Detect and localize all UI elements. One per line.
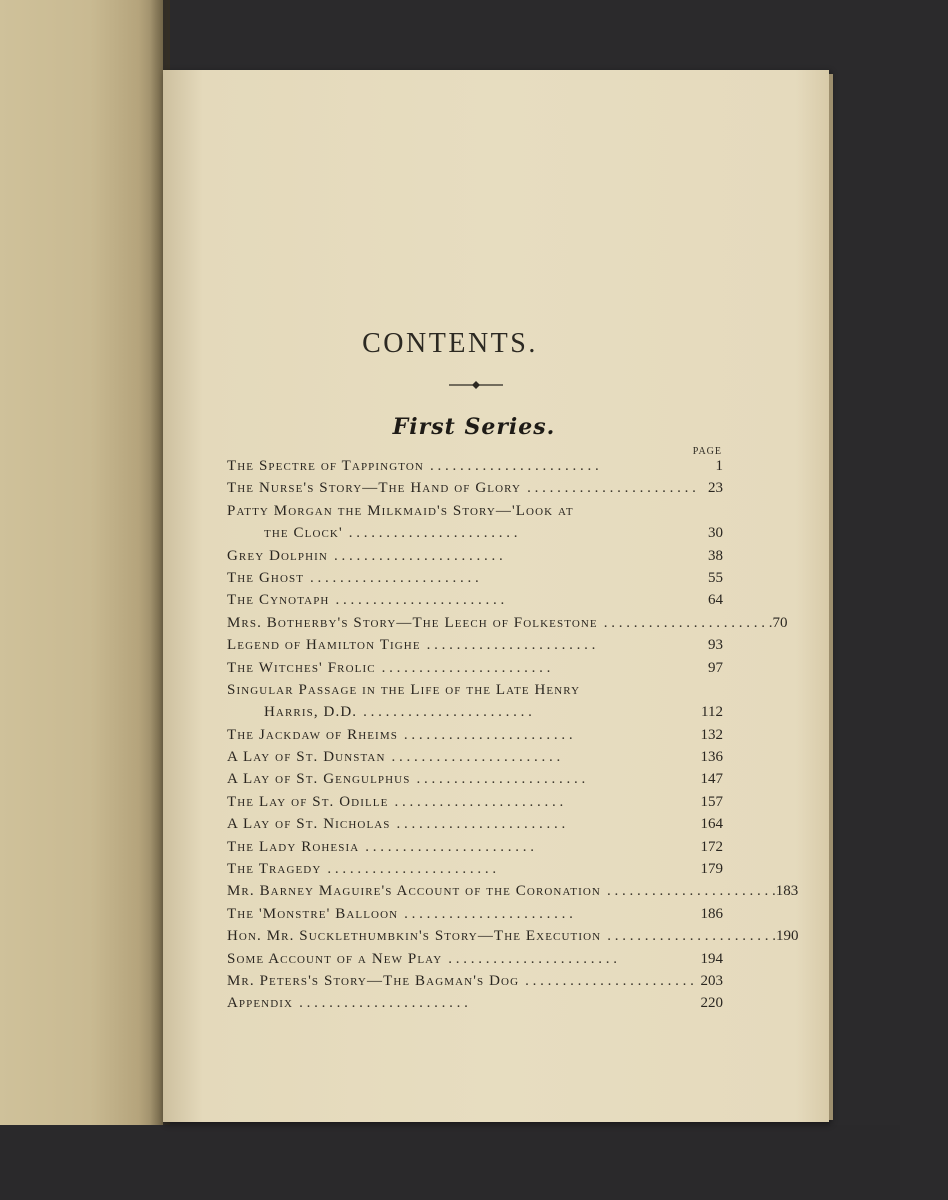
dot-leader: . . . . . . . . . . . . . . . . . . . . . . . xyxy=(394,793,564,810)
entry-page-number: 132 xyxy=(700,726,723,743)
entry-title: The Ghost xyxy=(227,569,305,586)
toc-entry xyxy=(227,970,723,992)
entry-title: Patty Morgan the Milkmaid's Story—'Look at xyxy=(227,502,574,519)
toc-entry-continuation xyxy=(227,701,723,723)
entry-page-number: 97 xyxy=(708,659,723,676)
entry-title: The Lady Rohesia xyxy=(227,838,360,855)
dot-leader: . . . . . . . . . . . . . . . . . . . . . . . xyxy=(381,659,551,676)
toc-entry xyxy=(227,634,723,656)
toc-entry-continuation xyxy=(227,522,723,544)
toc-entry xyxy=(227,880,799,902)
toc-entry xyxy=(227,589,723,611)
dot-leader: . . . . . . . . . . . . . . . . . . . . . . . xyxy=(363,704,532,721)
entry-page-number: 186 xyxy=(700,905,723,922)
entry-title: The 'Monstre' Balloon xyxy=(227,905,399,922)
entry-title: The Witches' Frolic xyxy=(227,659,376,676)
dot-leader: . . . . . . . . . . . . . . . . . . . . . . . xyxy=(426,637,596,654)
toc-entry xyxy=(227,992,723,1014)
entry-page-number: 38 xyxy=(708,547,723,564)
entry-page-number: 164 xyxy=(700,816,723,833)
entry-title: Some Account of a New Play xyxy=(227,950,443,967)
entry-title: Appendix xyxy=(227,995,294,1012)
dot-leader: . . . . . . . . . . . . . . . . . . . . . . . xyxy=(527,480,696,497)
entry-page-number: 136 xyxy=(700,749,723,766)
dot-leader: . . . . . . . . . . . . . . . . . . . . . . . xyxy=(429,458,599,474)
entry-title-continuation: Harris, D.D. xyxy=(264,704,358,721)
dot-leader: . . . . . . . . . . . . . . . . . . . . . . . xyxy=(416,771,586,788)
toc-entry xyxy=(227,768,723,790)
dot-leader: . . . . . . . . . . . . . . . . . . . . . . . xyxy=(404,905,573,922)
page-column-label: PAGE xyxy=(692,446,722,457)
entry-page-number: 179 xyxy=(700,861,723,878)
contents-heading: CONTENTS. xyxy=(362,328,538,359)
dot-leader: . . . . . . . . . . . . . . . . . . . . . . . xyxy=(333,547,503,564)
toc-entry xyxy=(227,500,723,522)
toc-entry xyxy=(227,836,723,858)
toc-entry xyxy=(227,657,723,679)
entry-title: The Nurse's Story—The Hand of Glory xyxy=(227,480,522,497)
dot-leader: . . . . . . . . . . . . . . . . . . . . . . . xyxy=(310,569,479,586)
toc-entry xyxy=(227,545,723,567)
toc-entry xyxy=(227,858,723,880)
entry-page-number: 1 xyxy=(715,458,723,474)
toc-entry xyxy=(227,679,723,701)
entry-title: Grey Dolphin xyxy=(227,547,328,564)
dot-leader: . . . . . . . . . . . . . . . . . . . . . . . xyxy=(335,592,505,609)
entry-page-number: 70 xyxy=(772,614,788,631)
toc-entry xyxy=(227,746,723,768)
entry-page-number: 23 xyxy=(708,480,723,497)
entry-title: The Spectre of Tappington xyxy=(227,458,424,474)
entry-title: A Lay of St. Nicholas xyxy=(227,816,391,833)
toc-entry xyxy=(227,791,723,813)
entry-page-number: 93 xyxy=(708,637,723,654)
dot-leader: . . . . . . . . . . . . . . . . . . . . . . . xyxy=(365,838,535,855)
toc-entry xyxy=(227,477,723,499)
toc-entry xyxy=(227,903,723,925)
entry-page-number: 194 xyxy=(700,950,723,967)
dot-leader: . . . . . . . . . . . . . . . . . . . . . . . xyxy=(607,928,776,945)
dot-leader: . . . . . . . . . . . . . . . . . . . . . . . xyxy=(391,749,561,766)
toc-entry xyxy=(227,813,723,835)
dot-leader: . . . . . . . . . . . . . . . . . . . . . . . xyxy=(327,861,497,878)
toc-entry xyxy=(227,455,723,477)
entry-title: A Lay of St. Dunstan xyxy=(227,749,386,766)
toc-entry xyxy=(227,724,723,746)
dot-leader: . . . . . . . . . . . . . . . . . . . . . . . xyxy=(299,995,468,1012)
entry-title: Mr. Barney Maguire's Account of the Coronation xyxy=(227,883,601,900)
toc-entry xyxy=(227,925,799,947)
toc-entry xyxy=(227,612,788,634)
entry-page-number: 64 xyxy=(708,592,723,609)
table-of-contents xyxy=(227,455,799,1015)
entry-page-number: 157 xyxy=(700,793,723,810)
entry-page-number: 183 xyxy=(775,883,799,900)
dot-leader: . . . . . . . . . . . . . . . . . . . . . . . xyxy=(348,525,518,542)
dot-leader: . . . . . . . . . . . . . . . . . . . . . . . xyxy=(403,726,573,743)
page-edge xyxy=(829,74,833,1120)
entry-page-number: 190 xyxy=(775,928,799,945)
dot-leader: . . . . . . . . . . . . . . . . . . . . . . . xyxy=(448,950,617,967)
dot-leader: . . . . . . . . . . . . . . . . . . . . . . . xyxy=(525,972,694,989)
entry-title: The Cynotaph xyxy=(227,592,330,609)
toc-entry xyxy=(227,567,723,589)
dot-leader: . . . . . . . . . . . . . . . . . . . . . . . xyxy=(606,883,776,900)
entry-page-number: 147 xyxy=(700,771,723,788)
background-surface xyxy=(0,1125,900,1200)
entry-title: Mrs. Botherby's Story—The Leech of Folkestone xyxy=(227,614,598,631)
entry-title-continuation: the Clock' xyxy=(264,525,343,542)
entry-title: The Tragedy xyxy=(227,861,322,878)
dot-leader: . . . . . . . . . . . . . . . . . . . . . . . xyxy=(603,614,773,631)
ornament-rule-icon xyxy=(449,378,503,392)
entry-title: A Lay of St. Gengulphus xyxy=(227,771,411,788)
entry-page-number: 112 xyxy=(701,704,723,721)
dot-leader: . . . . . . . . . . . . . . . . . . . . . . . xyxy=(396,816,566,833)
entry-page-number: 55 xyxy=(708,569,723,586)
entry-title: Legend of Hamilton Tighe xyxy=(227,637,421,654)
entry-page-number: 220 xyxy=(700,995,723,1012)
entry-page-number: 30 xyxy=(708,525,723,542)
toc-entry xyxy=(227,948,723,970)
entry-page-number: 203 xyxy=(700,972,723,989)
entry-page-number: 172 xyxy=(700,838,723,855)
entry-title: Singular Passage in the Life of the Late Henry xyxy=(227,681,581,698)
entry-title: The Jackdaw of Rheims xyxy=(227,726,398,743)
facing-left-page xyxy=(0,0,163,1200)
entry-title: Hon. Mr. Sucklethumbkin's Story—The Execution xyxy=(227,928,602,945)
series-heading: First Series. xyxy=(392,414,556,440)
entry-title: The Lay of St. Odille xyxy=(227,793,389,810)
entry-title: Mr. Peters's Story—The Bagman's Dog xyxy=(227,972,520,989)
